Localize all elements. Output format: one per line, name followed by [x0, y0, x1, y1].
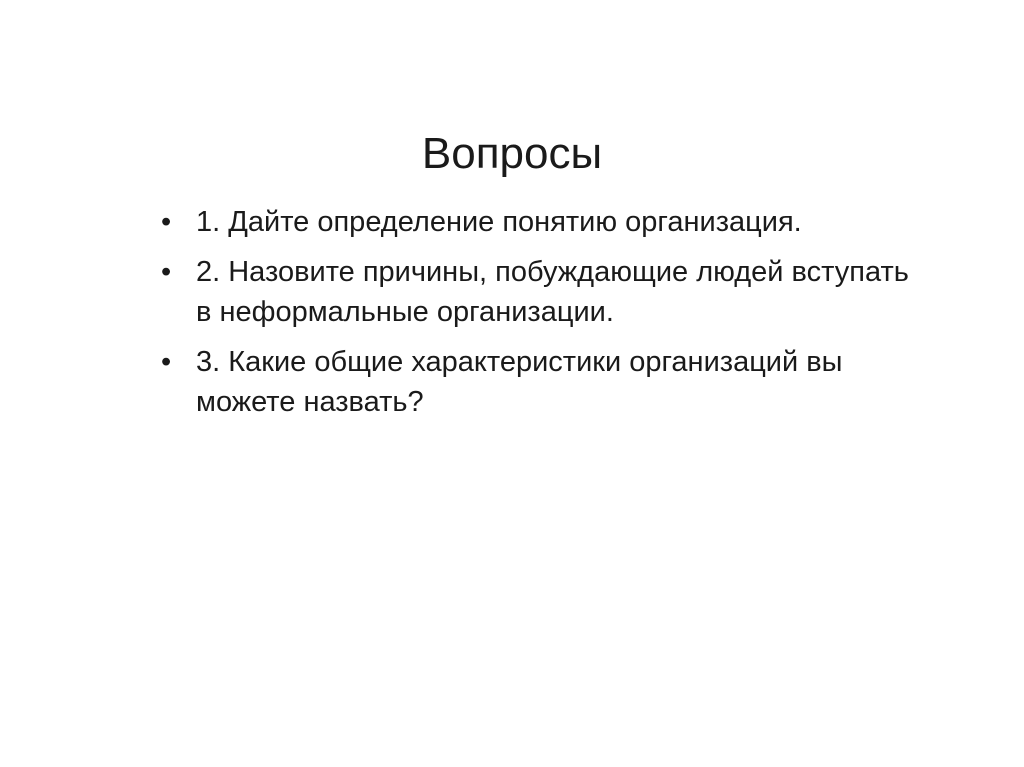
bullet-icon: •	[161, 206, 172, 238]
bullet-list	[157, 202, 917, 432]
bullet-icon: •	[161, 256, 172, 288]
list-item-text: 3. Какие общие характеристики организаций вы можете назвать?	[196, 346, 843, 418]
list-item-text: 2. Назовите причины, побуждающие людей вступать в неформальные организации.	[196, 256, 909, 328]
slide-title: Вопросы	[421, 129, 603, 178]
list-item	[157, 252, 917, 332]
list-item	[157, 342, 917, 422]
list-item-text: 1. Дайте определение понятию организация.	[196, 206, 802, 238]
bullet-icon: •	[161, 346, 172, 378]
list-item	[157, 202, 917, 242]
